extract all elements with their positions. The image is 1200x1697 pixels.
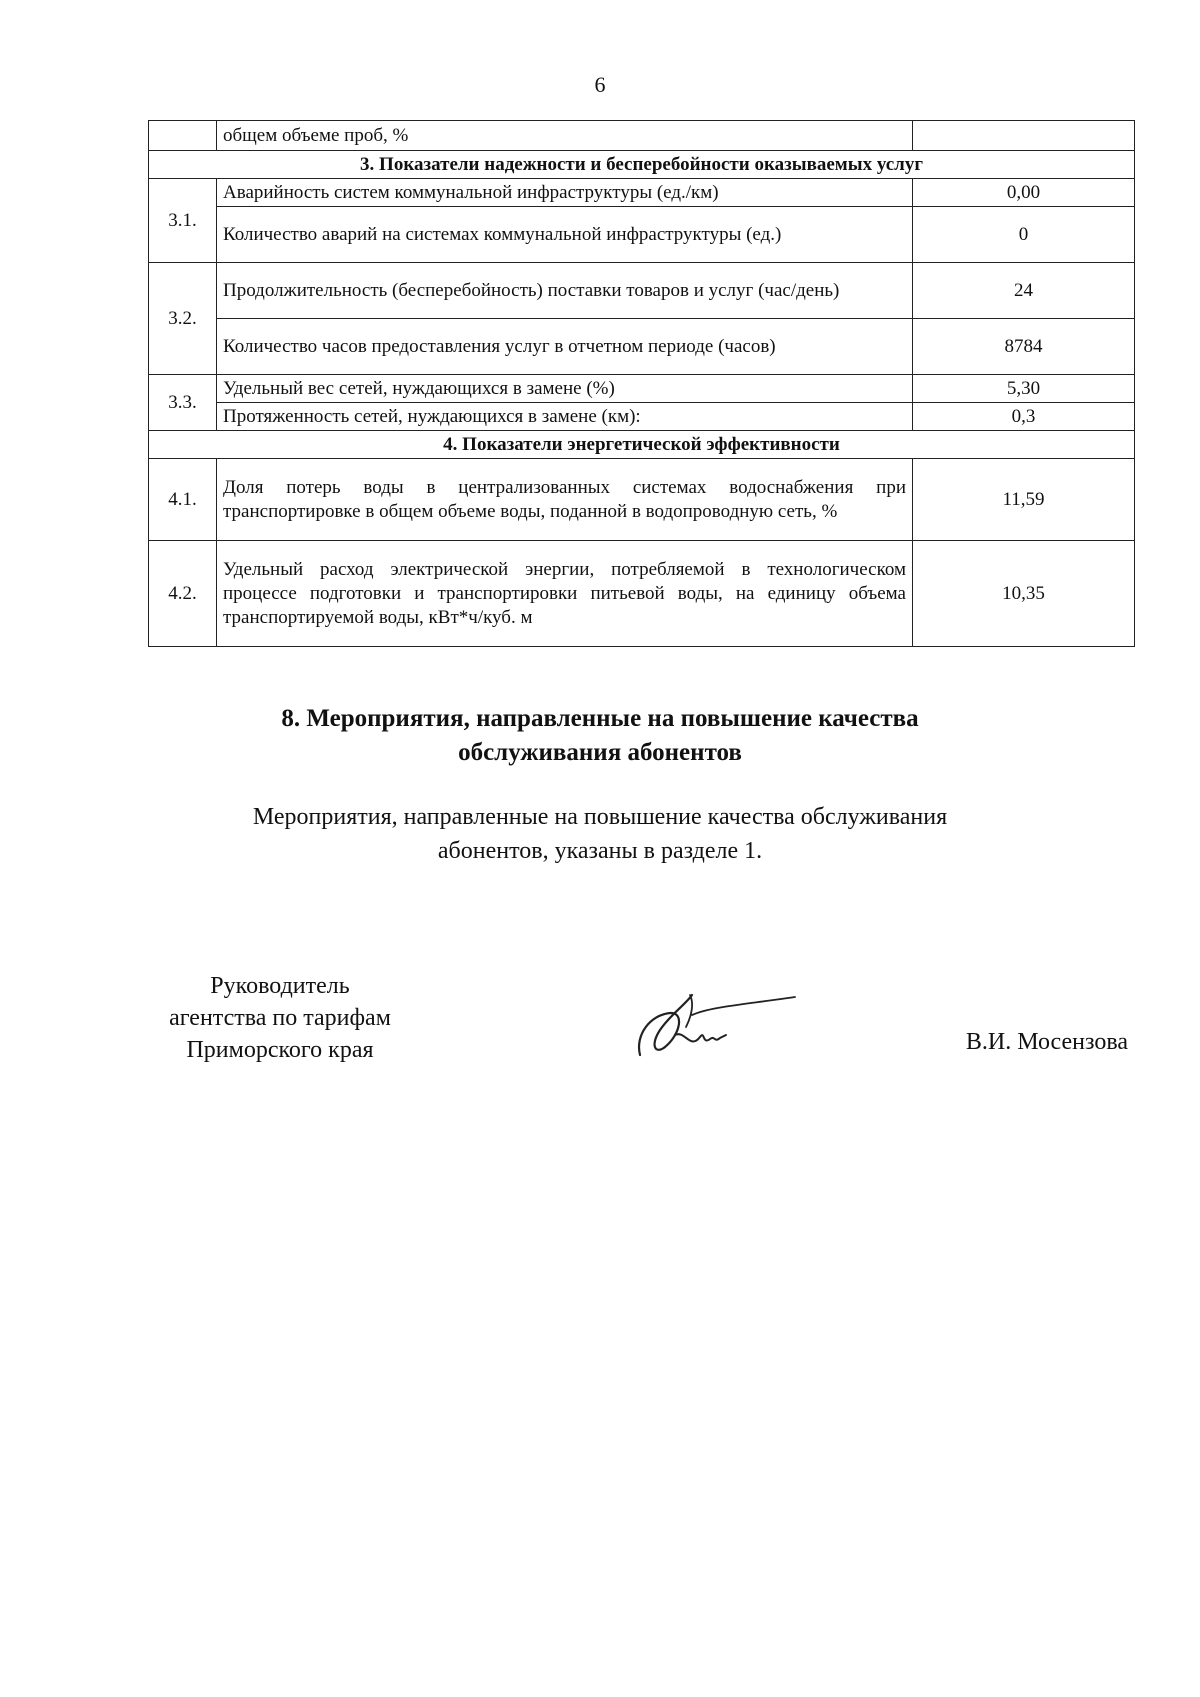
row-number: [149, 121, 217, 151]
page-number: 6: [594, 72, 606, 97]
signatory-title: [130, 970, 430, 1066]
table-row: [149, 179, 1135, 207]
row-number: 4.2.: [149, 541, 217, 647]
row-text: Количество аварий на системах коммунальной инфраструктуры (ед.): [217, 207, 913, 263]
row-text: Доля потерь воды в централизованных системах водоснабжения при транспортировке в общем объеме воды, поданной в водопроводную сеть, %: [217, 459, 913, 541]
table-row: [149, 459, 1135, 541]
handwritten-signature: [630, 975, 800, 1070]
row-value: 8784: [913, 319, 1135, 375]
indicators-table: [148, 120, 1135, 647]
row-value: 24: [913, 263, 1135, 319]
title-line: Приморского края: [186, 1037, 374, 1063]
section-3-title: 3. Показатели надежности и бесперебойности оказываемых услуг: [149, 151, 1135, 179]
heading-line: 8. Мероприятия, направленные на повышение качества: [281, 705, 919, 732]
row-value: 0,3: [913, 403, 1135, 431]
section-row: [149, 431, 1135, 459]
heading-line: обслуживания абонентов: [458, 739, 742, 766]
row-number: 3.3.: [149, 375, 217, 431]
row-text: Аварийность систем коммунальной инфраструктуры (ед./км): [217, 179, 913, 207]
table-row: [149, 319, 1135, 375]
row-text: общем объеме проб, %: [217, 121, 913, 151]
section-4-title: 4. Показатели энергетической эффективности: [149, 431, 1135, 459]
section-row: [149, 151, 1135, 179]
row-number: 3.1.: [149, 179, 217, 263]
row-value: 11,59: [913, 459, 1135, 541]
row-value: 0,00: [913, 179, 1135, 207]
row-text: Количество часов предоставления услуг в отчетном периоде (часов): [217, 319, 913, 375]
signatory-name: В.И. Мосензова: [965, 1029, 1128, 1055]
title-line: Руководитель: [210, 973, 350, 999]
row-number: 4.1.: [149, 459, 217, 541]
row-text: Удельный расход электрической энергии, потребляемой в технологическом процессе подготовки и транспортировки питьевой воды, на единицу объема транспортируемой воды, кВт*ч/куб. м: [217, 541, 913, 647]
table-row: [149, 541, 1135, 647]
table-row: [149, 375, 1135, 403]
table-row: [149, 121, 1135, 151]
table-row: [149, 263, 1135, 319]
row-text: Продолжительность (бесперебойность) поставки товаров и услуг (час/день): [217, 263, 913, 319]
title-line: агентства по тарифам: [169, 1005, 391, 1031]
table-row: [149, 403, 1135, 431]
row-text: Удельный вес сетей, нуждающихся в замене (%): [217, 375, 913, 403]
section-8-text: [0, 800, 1200, 868]
text-line: Мероприятия, направленные на повышение качества обслуживания: [252, 804, 948, 830]
row-value: [913, 121, 1135, 151]
row-number: 3.2.: [149, 263, 217, 375]
section-8-heading: [0, 702, 1200, 770]
text-line: абонентов, указаны в разделе 1.: [437, 838, 763, 864]
table-row: [149, 207, 1135, 263]
row-value: 0: [913, 207, 1135, 263]
row-value: 5,30: [913, 375, 1135, 403]
row-value: 10,35: [913, 541, 1135, 647]
row-text: Протяженность сетей, нуждающихся в замене (км):: [217, 403, 913, 431]
